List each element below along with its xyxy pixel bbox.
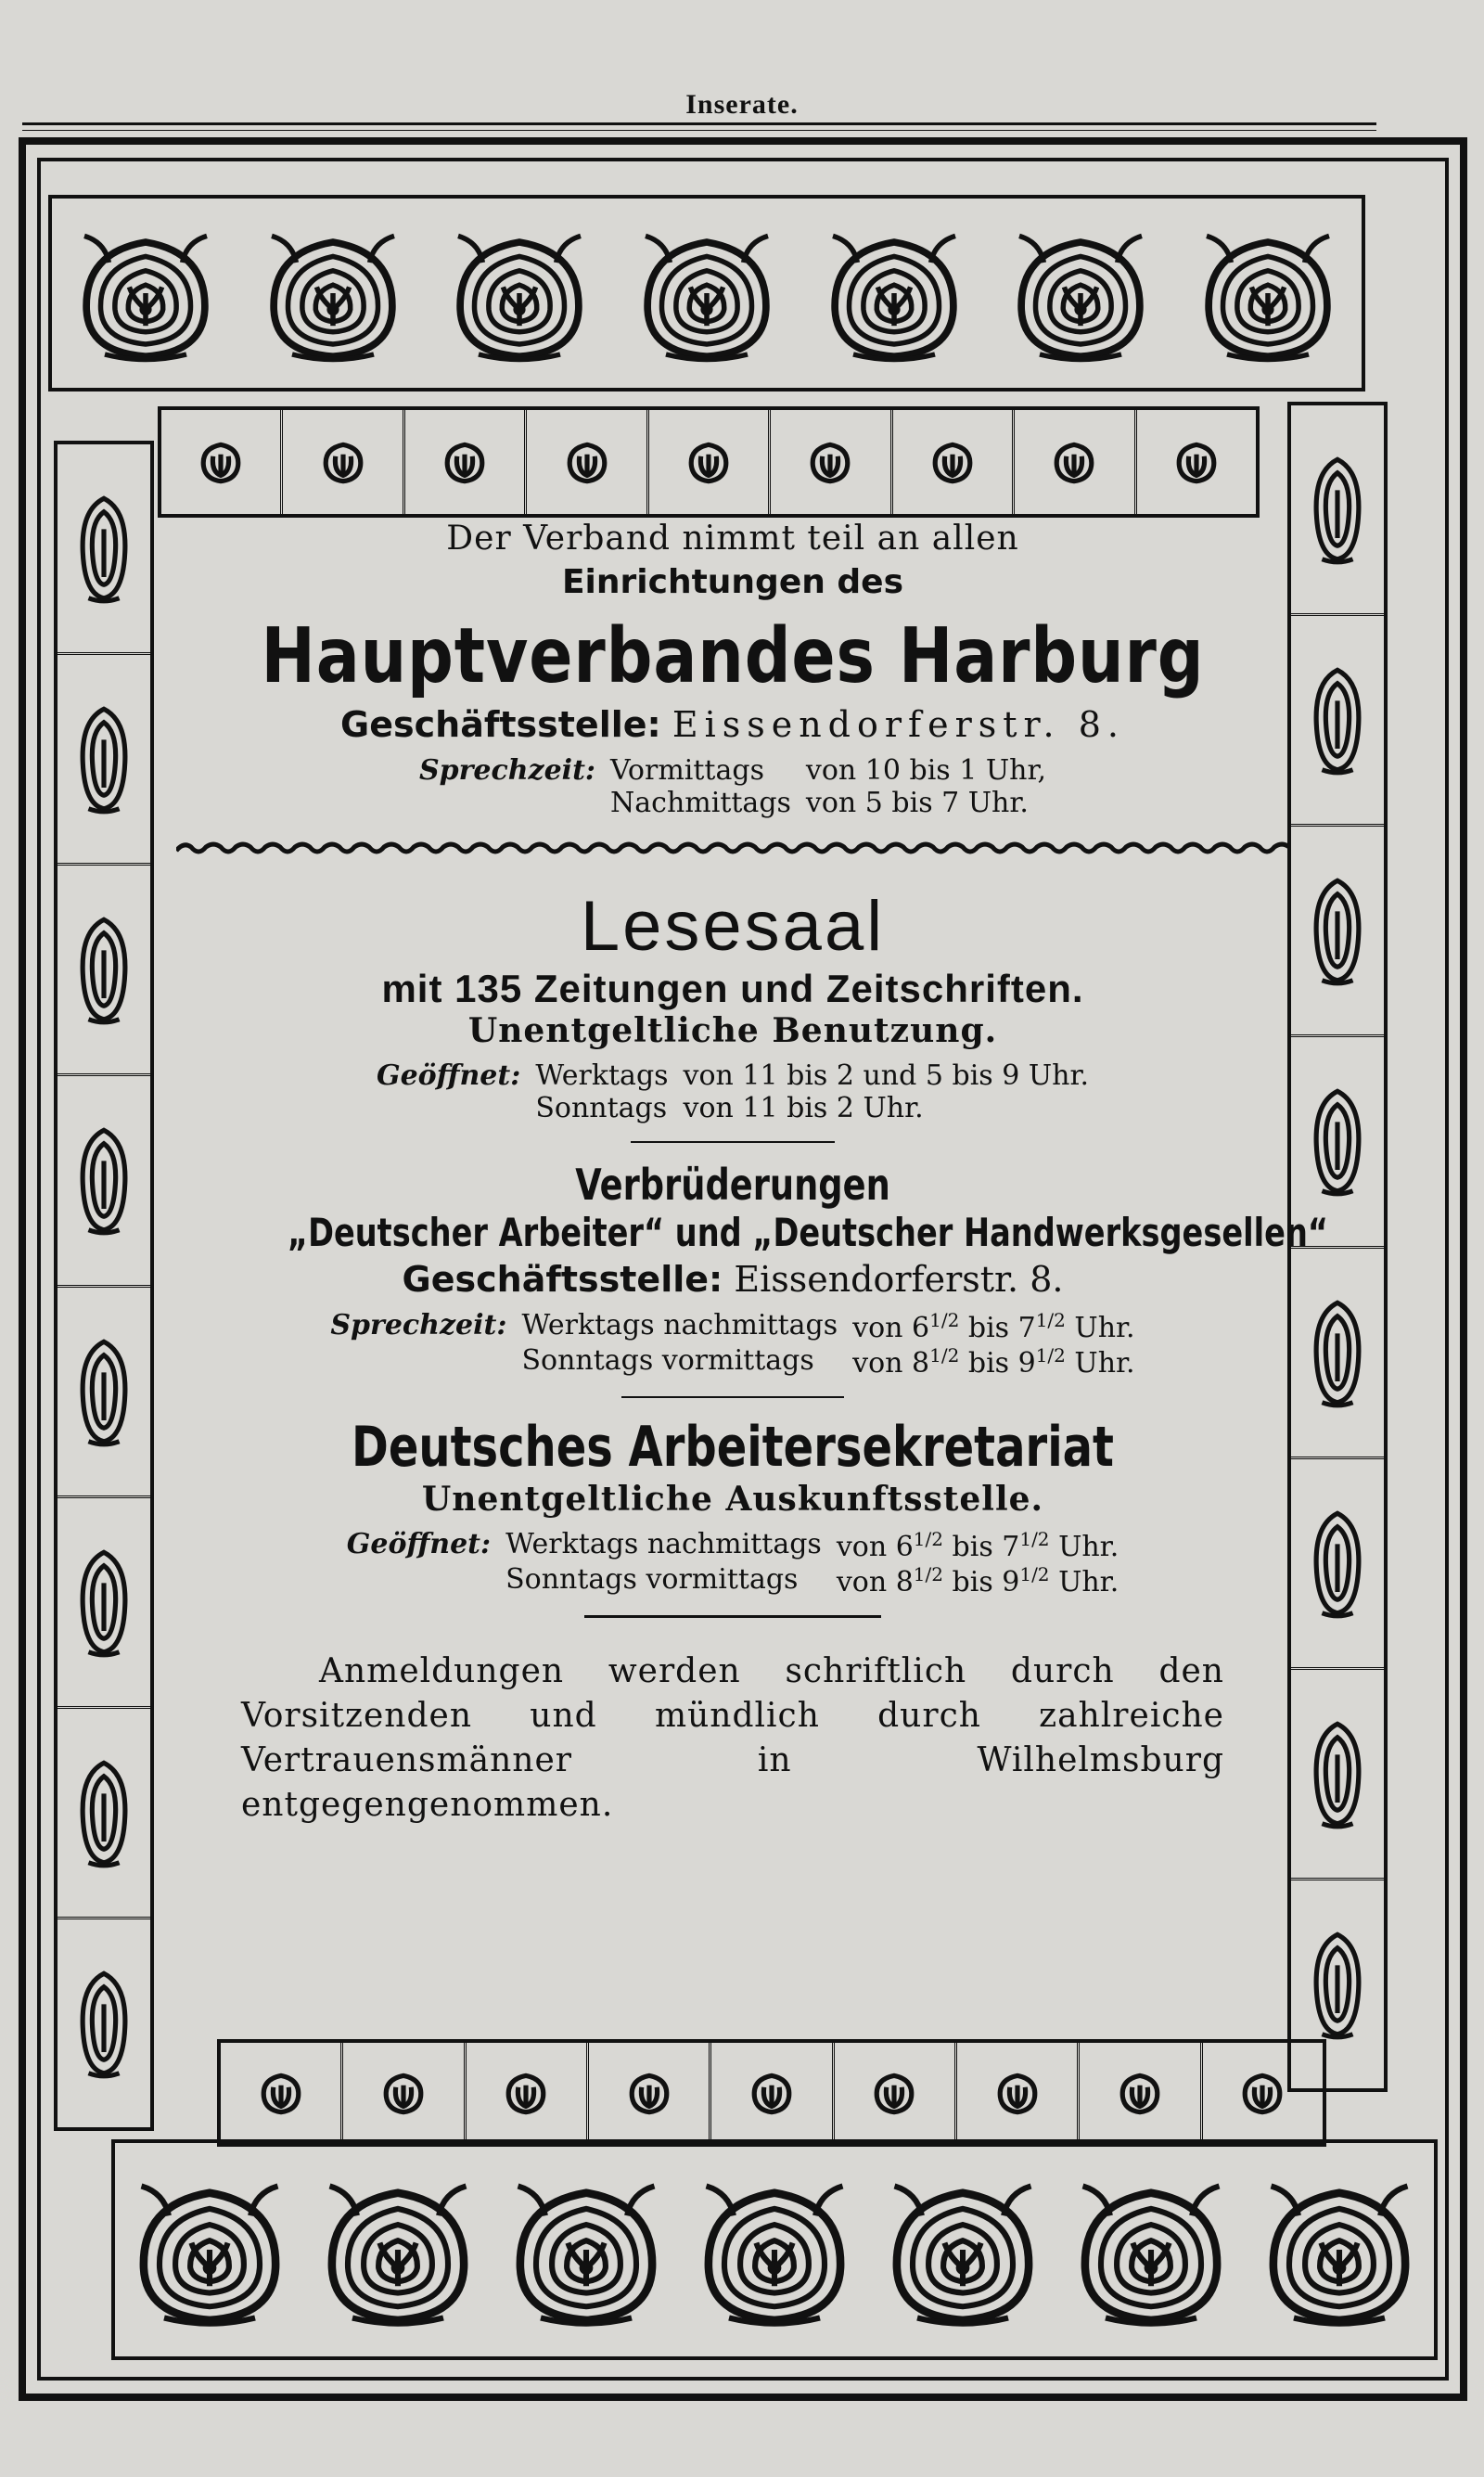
tulip-ornament-icon — [375, 2064, 432, 2122]
advertisement-content — [176, 520, 1328, 1828]
palmette-ornament-icon — [438, 212, 601, 375]
office-label: Geschäftsstelle: — [402, 1259, 723, 1300]
hours-label — [419, 787, 595, 819]
hours-day: Sonntags vormittags — [521, 1344, 814, 1377]
tulip-ornament-icon — [680, 433, 737, 491]
office-value: Eissendorferstr. 8. — [672, 704, 1125, 745]
tulip-ornament-icon — [75, 905, 133, 1034]
hours-label: Sprechzeit: — [418, 754, 596, 787]
hours-time: von $6^{1/2}$ bis $7^{1/2}$ Uhr. — [836, 1528, 1119, 1563]
palmette-ornament-icon — [251, 212, 415, 375]
tulip-ornament-icon — [1045, 433, 1103, 491]
ornament-cell — [1015, 410, 1136, 514]
ornament-cell — [283, 410, 404, 514]
ornament-cell — [58, 655, 150, 866]
page-header: Inserate. — [685, 89, 799, 120]
ornament-cell — [893, 410, 1015, 514]
ornament-cell — [161, 410, 283, 514]
ornament-cell — [771, 410, 892, 514]
ornament-cell — [527, 410, 648, 514]
tulip-ornament-icon — [558, 433, 616, 491]
tulip-ornament-icon — [1234, 2064, 1291, 2122]
section-divider — [584, 1615, 881, 1618]
facilities-subheading: Einrichtungen des — [561, 563, 904, 601]
ornament-cell — [1137, 410, 1256, 514]
top-ornament-band — [48, 195, 1365, 391]
header-rule — [22, 122, 1376, 125]
office-label: Geschäftsstelle: — [340, 704, 661, 745]
hours-label — [330, 1344, 506, 1380]
reading-room-subtitle: mit 135 Zeitungen und Zeitschriften. — [381, 967, 1084, 1010]
reading-room-hours — [377, 1059, 1089, 1124]
tulip-ornament-icon — [75, 1115, 133, 1245]
hours-time: von $8^{1/2}$ bis $9^{1/2}$ Uhr. — [852, 1344, 1135, 1380]
palmette-ornament-icon — [495, 2159, 677, 2341]
tulip-ornament-icon — [865, 2064, 923, 2122]
tulip-ornament-icon — [75, 694, 133, 824]
ornament-cell — [58, 1498, 150, 1709]
tulip-ornament-icon — [1309, 1288, 1366, 1418]
hours-day: Werktags nachmittags — [505, 1528, 822, 1560]
closing-paragraph: Anmeldungen werden schriftlich durch den Vorsitzenden und mündlich durch zahlreiche Vertrauensmänner in Wilhelmsburg entgegengenommen. — [241, 1652, 1224, 1824]
palmette-ornament-icon — [1186, 212, 1350, 375]
office-address-2 — [176, 1259, 1289, 1300]
tulip-ornament-icon — [1111, 2064, 1169, 2122]
top-tulip-strip — [158, 406, 1260, 518]
office-address-1 — [176, 704, 1289, 745]
brotherhoods-hours — [330, 1309, 1134, 1380]
section-divider — [631, 1141, 835, 1143]
tulip-ornament-icon — [620, 2064, 678, 2122]
header-rule-thin — [22, 130, 1376, 131]
hours-day: Werktags — [535, 1059, 669, 1092]
tulip-ornament-icon — [1168, 433, 1225, 491]
hours-label: Sprechzeit: — [330, 1309, 507, 1341]
tulip-ornament-icon — [1309, 1498, 1366, 1628]
hours-label: Geöffnet: — [346, 1528, 492, 1560]
tulip-ornament-icon — [75, 1958, 133, 2088]
ornament-cell — [1203, 2043, 1323, 2143]
hours-day: Sonntags — [535, 1092, 668, 1124]
hours-day: Sonntags vormittags — [505, 1563, 799, 1596]
ornament-cell — [1291, 405, 1384, 616]
hours-day: Vormittags — [610, 754, 764, 787]
tulip-ornament-icon — [989, 2064, 1046, 2122]
secretariat-title: Deutsches Arbeitersekretariat — [352, 1415, 1114, 1480]
palmette-ornament-icon — [119, 2159, 301, 2341]
hours-time: von 11 bis 2 und 5 bis 9 Uhr. — [683, 1059, 1090, 1092]
tulip-ornament-icon — [1309, 1919, 1366, 2049]
reading-room-title: Lesesaal — [580, 887, 886, 966]
hours-day: Nachmittags — [610, 787, 791, 819]
hours-label: Geöffnet: — [376, 1059, 521, 1092]
ornament-cell — [221, 2043, 343, 2143]
hours-time: von $8^{1/2}$ bis $9^{1/2}$ Uhr. — [836, 1563, 1119, 1598]
tulip-ornament-icon — [75, 483, 133, 613]
tulip-ornament-icon — [1309, 655, 1366, 785]
hours-label — [347, 1563, 491, 1598]
tulip-ornament-icon — [1309, 1709, 1366, 1839]
ornament-cell — [1291, 616, 1384, 827]
tulip-ornament-icon — [314, 433, 372, 491]
tulip-ornament-icon — [192, 433, 249, 491]
ornament-cell — [957, 2043, 1080, 2143]
tulip-ornament-icon — [497, 2064, 555, 2122]
brotherhoods-title: Verbrüderungen — [575, 1160, 890, 1210]
office-hours-1 — [419, 754, 1046, 819]
hours-time: von 5 bis 7 Uhr. — [805, 787, 1029, 819]
ornament-cell — [58, 866, 150, 1076]
palmette-ornament-icon — [872, 2159, 1054, 2341]
palmette-ornament-icon — [1248, 2159, 1430, 2341]
intro-text: Der Verband nimmt teil an allen — [446, 520, 1019, 558]
ornament-cell — [58, 444, 150, 655]
brotherhoods-subtitle: „Deutscher Arbeiter“ und „Deutscher Handwerksgesellen“ — [288, 1210, 1328, 1255]
tulip-ornament-icon — [436, 433, 493, 491]
secretariat-hours — [347, 1528, 1119, 1598]
left-tulip-column — [54, 441, 154, 2131]
palmette-ornament-icon — [1060, 2159, 1242, 2341]
main-title: Hauptverbandes Harburg — [261, 612, 1205, 700]
ornament-cell — [589, 2043, 711, 2143]
palmette-ornament-icon — [307, 2159, 489, 2341]
ornament-cell — [1291, 1459, 1384, 1670]
palmette-ornament-icon — [625, 212, 788, 375]
ornament-cell — [343, 2043, 466, 2143]
ornament-cell — [58, 1076, 150, 1287]
ornament-cell — [58, 1288, 150, 1498]
ornament-cell — [1291, 827, 1384, 1037]
hours-time: von 11 bis 2 Uhr. — [683, 1092, 924, 1124]
tulip-ornament-icon — [924, 433, 981, 491]
ornament-cell — [649, 410, 771, 514]
ornament-cell — [467, 2043, 589, 2143]
section-divider — [621, 1396, 844, 1398]
ornament-cell — [835, 2043, 957, 2143]
bottom-ornament-band — [111, 2139, 1438, 2360]
hours-day: Werktags nachmittags — [521, 1309, 838, 1341]
secretariat-subtitle: Unentgeltliche Auskunftsstelle. — [421, 1480, 1044, 1519]
ornament-cell — [1080, 2043, 1202, 2143]
ornament-cell — [405, 410, 527, 514]
ornament-cell — [1291, 1670, 1384, 1880]
tulip-ornament-icon — [743, 2064, 800, 2122]
palmette-ornament-icon — [684, 2159, 865, 2341]
wavy-divider — [176, 836, 1289, 858]
ornament-cell — [711, 2043, 834, 2143]
office-value: Eissendorferstr. 8. — [734, 1259, 1064, 1300]
hours-time: von 10 bis 1 Uhr, — [805, 754, 1047, 787]
reading-room-note: Unentgeltliche Benutzung. — [467, 1011, 998, 1050]
ornament-cell — [1291, 1249, 1384, 1459]
bottom-tulip-strip — [217, 2039, 1326, 2147]
palmette-ornament-icon — [812, 212, 976, 375]
tulip-ornament-icon — [1309, 444, 1366, 574]
palmette-ornament-icon — [64, 212, 227, 375]
hours-time: von $6^{1/2}$ bis $7^{1/2}$ Uhr. — [852, 1309, 1135, 1344]
palmette-ornament-icon — [999, 212, 1162, 375]
tulip-ornament-icon — [75, 1537, 133, 1667]
tulip-ornament-icon — [75, 1327, 133, 1457]
hours-label — [377, 1092, 520, 1124]
ornament-cell — [58, 1919, 150, 2127]
tulip-ornament-icon — [1309, 1076, 1366, 1206]
tulip-ornament-icon — [801, 433, 859, 491]
ornament-cell — [58, 1709, 150, 1919]
tulip-ornament-icon — [75, 1748, 133, 1878]
tulip-ornament-icon — [252, 2064, 310, 2122]
tulip-ornament-icon — [1309, 866, 1366, 995]
